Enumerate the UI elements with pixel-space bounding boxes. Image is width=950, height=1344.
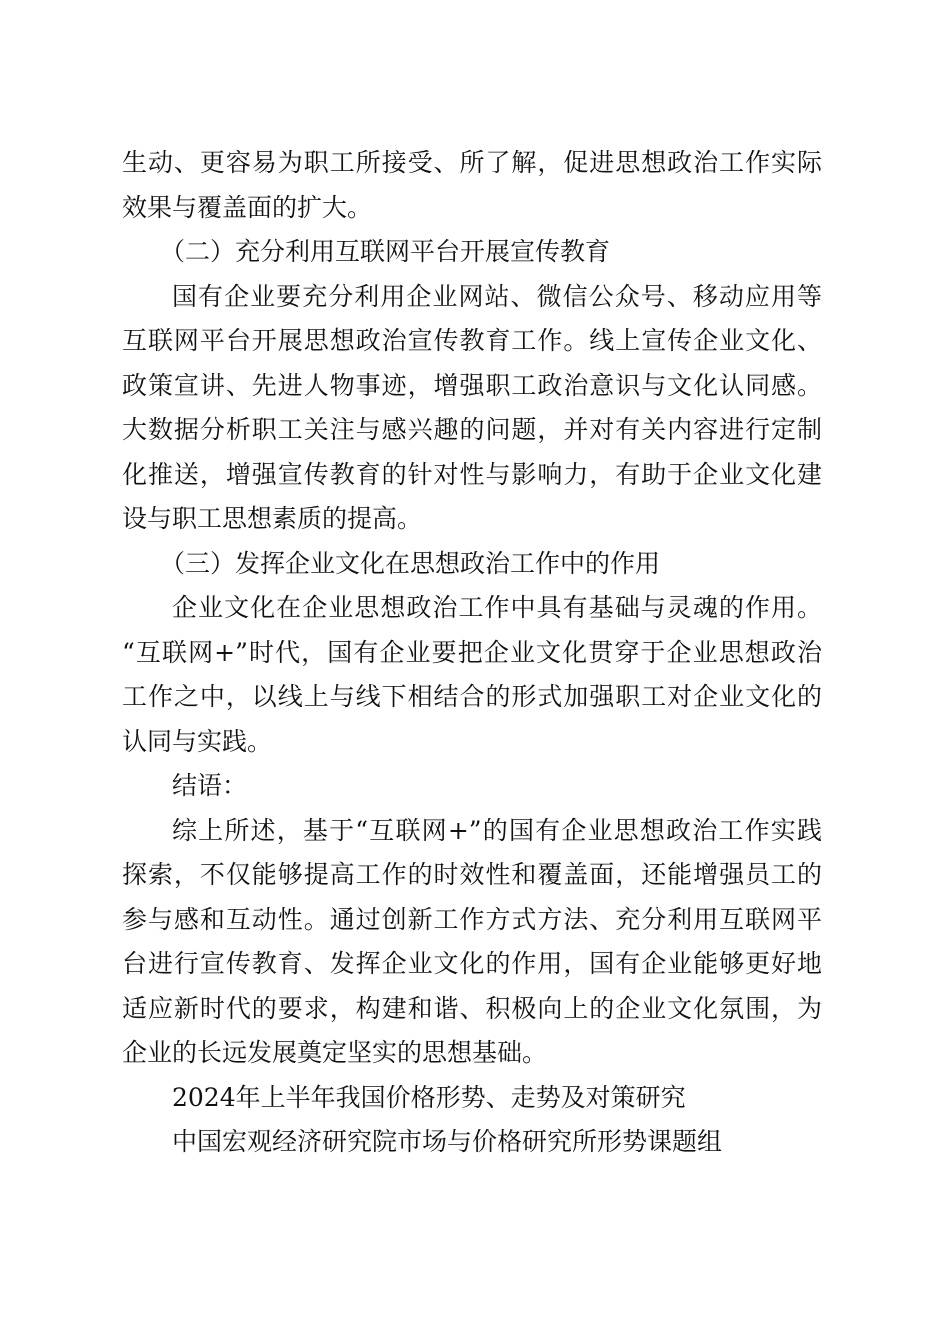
text-line: 工作之中，以线上与线下相结合的形式加强职工对企业文化的 — [122, 682, 822, 711]
text-line: 结语： — [172, 771, 248, 800]
text-line: 探索，不仅能够提高工作的时效性和覆盖面，还能增强员工的 — [122, 860, 822, 889]
text-line: 效果与覆盖面的扩大。 — [122, 192, 373, 222]
text-line: 化推送，增强宣传教育的针对性与影响力，有助于企业文化建 — [122, 459, 822, 489]
text-line: 政策宣讲、先进人物事迹，增强职工政治意识与文化认同感。 — [122, 370, 822, 400]
text-line: 综上所述，基于“互联网+”的国有企业思想政治工作实践 — [172, 815, 822, 845]
section-heading: （三）发挥企业文化在思想政治工作中的作用 — [160, 548, 661, 578]
section-heading: （二）充分利用互联网平台开展宣传教育 — [160, 237, 611, 266]
text-line: 2024年上半年我国价格形势、走势及对策研究 — [172, 1082, 686, 1112]
document-page — [122, 141, 822, 1165]
text-line: 国有企业要充分利用企业网站、微信公众号、移动应用等 — [172, 281, 822, 311]
text-line: 认同与实践。 — [122, 726, 273, 756]
text-line: 适应新时代的要求，构建和谐、积极向上的企业文化氛围，为 — [122, 993, 822, 1023]
text-line: 企业的长远发展奠定坚实的思想基础。 — [122, 1038, 548, 1067]
text-line: 生动、更容易为职工所接受、所了解，促进思想政治工作实际 — [122, 148, 822, 177]
text-line: 设与职工思想素质的提高。 — [122, 504, 423, 533]
text-line: 参与感和互动性。通过创新工作方式方法、充分利用互联网平 — [122, 904, 822, 934]
text-line: 中国宏观经济研究院市场与价格研究所形势课题组 — [172, 1127, 723, 1156]
text-line: 台进行宣传教育、发挥企业文化的作用，国有企业能够更好地 — [122, 949, 822, 978]
text-line: 企业文化在企业思想政治工作中具有基础与灵魂的作用。 — [172, 593, 822, 622]
text-line: 大数据分析职工关注与感兴趣的问题，并对有关内容进行定制 — [122, 415, 822, 444]
text-line: “互联网+”时代，国有企业要把企业文化贯穿于企业思想政治 — [122, 637, 822, 667]
text-line: 互联网平台开展思想政治宣传教育工作。线上宣传企业文化、 — [122, 326, 822, 355]
